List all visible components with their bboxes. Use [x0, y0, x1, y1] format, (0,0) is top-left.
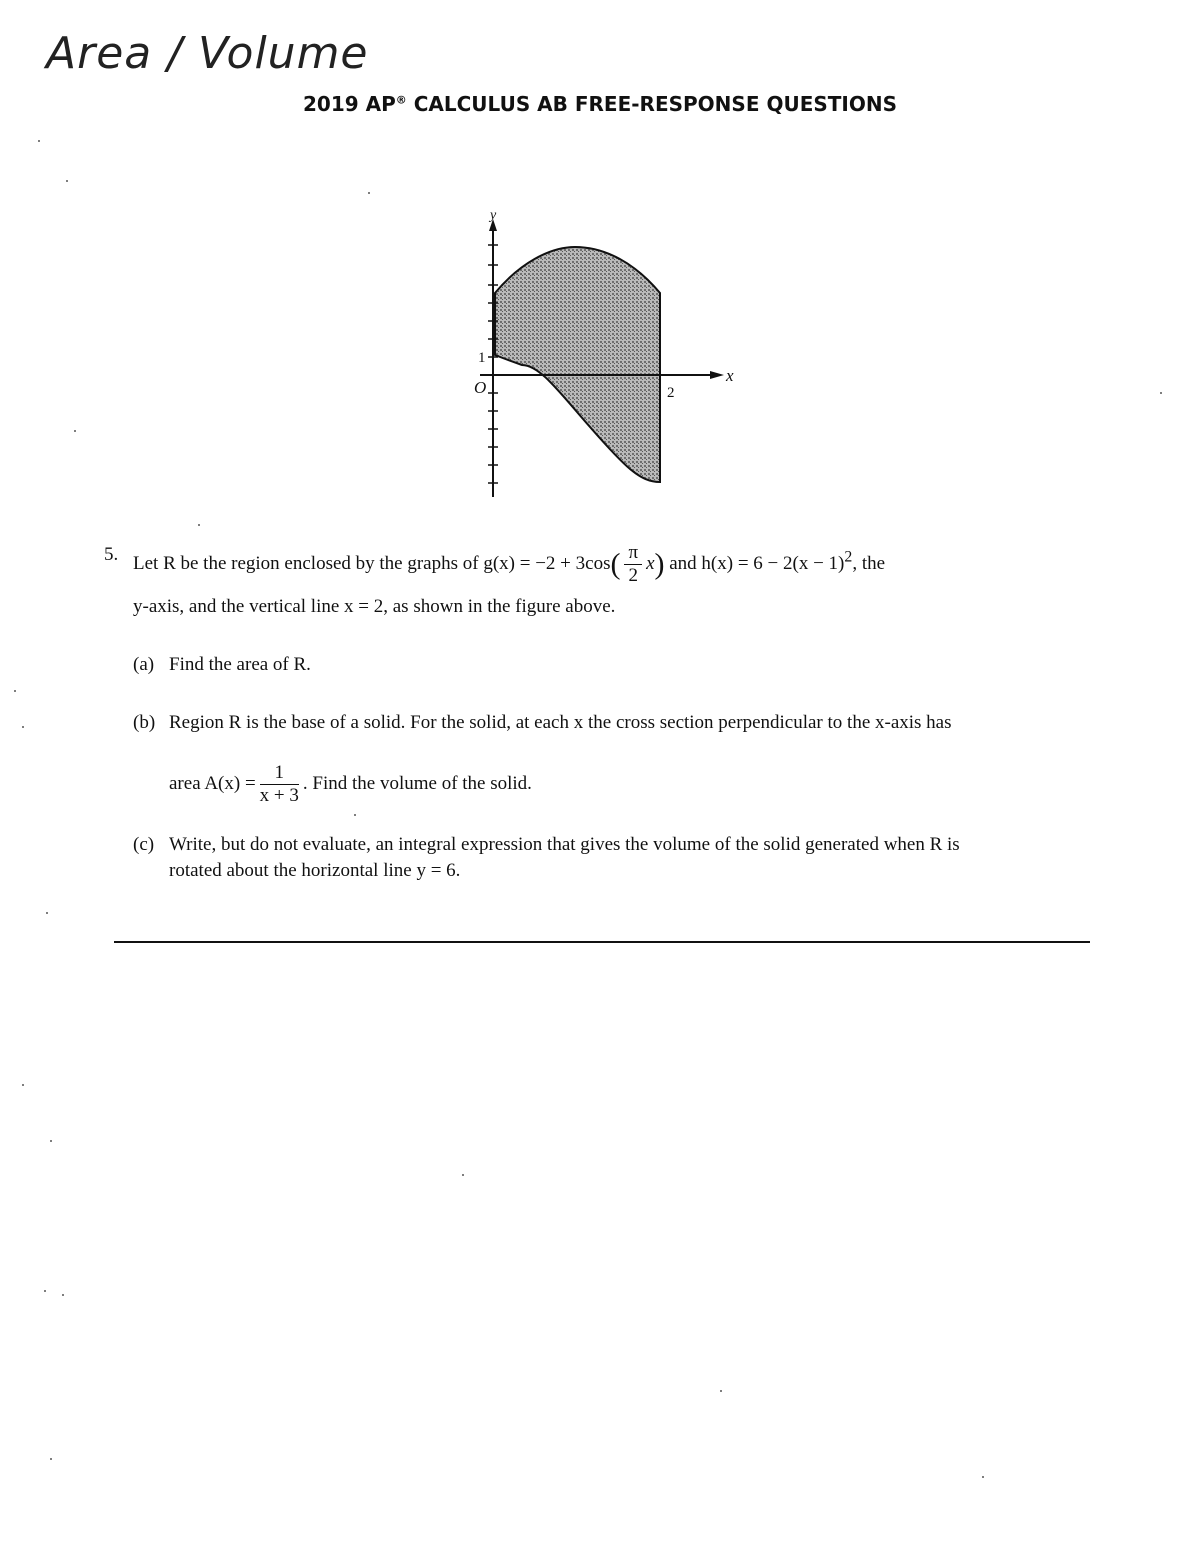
part-b-suffix: . Find the volume of the solid. — [302, 772, 532, 794]
y-tick-label-1: 1 — [478, 350, 486, 366]
part-a-text: Find the area of R. — [169, 654, 311, 675]
area-frac-num: 1 — [260, 762, 299, 785]
scan-speck — [22, 726, 24, 728]
question-text-3: , the — [852, 552, 886, 574]
paren-close: ) — [654, 547, 665, 581]
part-c-text-1: Write, but do not evaluate, an integral expression that gives the volume of the solid generated when R is — [169, 834, 960, 855]
scan-speck — [1160, 392, 1162, 394]
frac-pi-den: 2 — [628, 565, 639, 586]
question-text-1: Let R be the region enclosed by the graphs of g(x) = −2 + 3cos — [133, 552, 611, 574]
scan-speck — [982, 1476, 984, 1478]
header-title-pre: 2019 AP — [303, 92, 396, 116]
scan-speck — [44, 1290, 46, 1292]
area-frac-den: x + 3 — [259, 785, 299, 806]
registered-mark: ® — [395, 93, 407, 107]
handwritten-title: Area / Volume — [46, 28, 369, 79]
scan-speck — [14, 690, 16, 692]
question-line-1 — [133, 542, 885, 587]
scan-speck — [720, 1390, 722, 1392]
section-divider — [114, 941, 1090, 943]
area-fraction — [260, 762, 299, 807]
part-c-line-2: rotated about the horizontal line y = 6. — [169, 860, 461, 881]
cos-argument-x: x — [646, 552, 655, 574]
region-r — [495, 247, 660, 482]
scan-speck — [368, 192, 370, 194]
part-b-formula — [169, 762, 532, 807]
frac-pi-num: π — [624, 542, 642, 565]
scan-speck — [50, 1140, 52, 1142]
y-axis-label: y — [490, 208, 497, 223]
header-title-post: CALCULUS AB FREE-RESPONSE QUESTIONS — [406, 92, 897, 116]
scan-speck — [74, 430, 76, 432]
scan-speck — [462, 1174, 464, 1176]
scan-speck — [198, 524, 200, 526]
x-tick-label-2: 2 — [667, 385, 675, 401]
pi-over-2-fraction — [624, 542, 642, 587]
exponent: 2 — [844, 548, 853, 566]
scan-speck — [62, 1294, 64, 1296]
question-number: 5. — [104, 544, 119, 565]
scan-speck — [50, 1458, 52, 1460]
page-header — [0, 92, 1200, 116]
paren-open: ( — [610, 547, 621, 581]
question-line-2: y-axis, and the vertical line x = 2, as shown in the figure above. — [133, 596, 616, 617]
origin-label: O — [474, 378, 487, 397]
scan-speck — [46, 912, 48, 914]
part-b-text: Region R is the base of a solid. For the solid, at each x the cross section perpendicular to the x-axis has — [169, 712, 952, 733]
x-axis-arrow — [710, 371, 724, 379]
part-b-area-prefix: area A(x) = — [169, 772, 256, 794]
scan-speck — [38, 140, 40, 142]
part-c-label: (c) — [133, 834, 155, 855]
scan-speck — [354, 814, 356, 816]
scan-speck — [66, 180, 68, 182]
question-text-2: and h(x) = 6 − 2(x − 1) — [669, 552, 845, 574]
scan-speck — [22, 1084, 24, 1086]
x-axis-label: x — [726, 366, 734, 385]
part-a-label: (a) — [133, 654, 155, 675]
part-b-label: (b) — [133, 712, 156, 733]
region-figure — [440, 205, 750, 505]
